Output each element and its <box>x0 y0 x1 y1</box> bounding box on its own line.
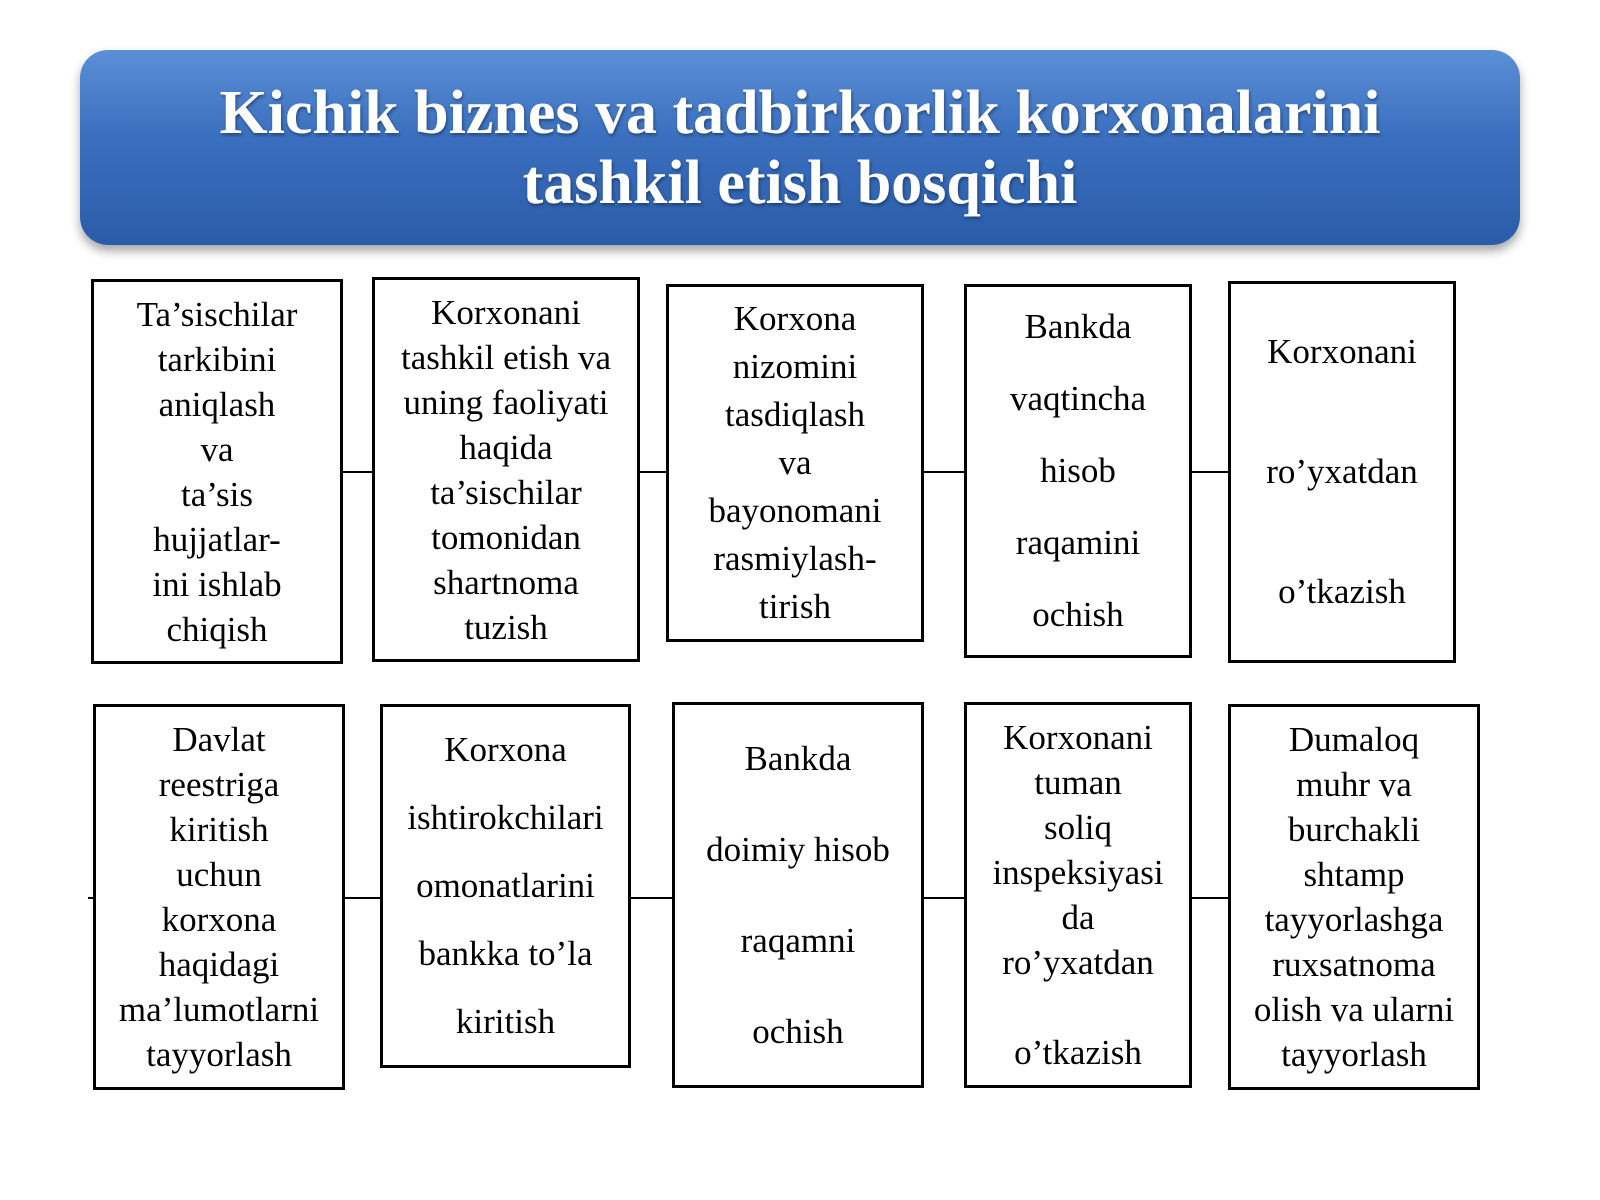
step-text-3: Korxona nizomini tasdiqlash va bayonomani rasmiylash- tirish <box>708 299 882 626</box>
step-box-2 <box>372 277 640 662</box>
step-box-4 <box>964 284 1192 658</box>
step-box-1 <box>91 279 343 664</box>
step-text-9: Korxonani tuman soliq inspeksiyasi da ro’yxatdan o’tkazish <box>992 718 1164 1072</box>
step-box-10 <box>1228 704 1480 1090</box>
step-text-8: Bankda doimiy hisob raqamni ochish <box>706 739 890 1051</box>
step-box-5 <box>1228 281 1456 663</box>
step-text-2: Korxonani tashkil etish va uning faoliyati haqida ta’sischilar tomonidan shartnoma tuzish <box>401 292 611 647</box>
step-text-6: Davlat reestriga kiritish uchun korxona haqidagi ma’lumotlarni tayyorlash <box>118 720 320 1074</box>
step-box-7 <box>380 704 631 1068</box>
step-text-4: Bankda vaqtincha hisob raqamini ochish <box>1009 307 1147 634</box>
step-box-9 <box>964 702 1192 1088</box>
title-line-1: Kichik biznes va tadbirkorlik korxonalarini <box>219 78 1381 147</box>
step-box-6 <box>93 704 345 1090</box>
step-text-7: Korxona ishtirokchilari omonatlarini bankka to’la kiritish <box>407 730 604 1041</box>
title-line-2: tashkil etish bosqichi <box>522 148 1078 217</box>
step-box-8 <box>672 702 924 1088</box>
title-banner <box>80 50 1520 245</box>
step-text-1: Ta’sischilar tarkibini aniqlash va ta’sis hujjatlar- ini ishlab chiqish <box>136 294 298 649</box>
step-text-10: Dumaloq muhr va burchakli shtamp tayyorlashga ruxsatnoma olish va ularni tayyorlash <box>1253 720 1455 1074</box>
step-box-3 <box>666 284 924 642</box>
step-text-5: Korxonani ro’yxatdan o’tkazish <box>1266 332 1418 611</box>
